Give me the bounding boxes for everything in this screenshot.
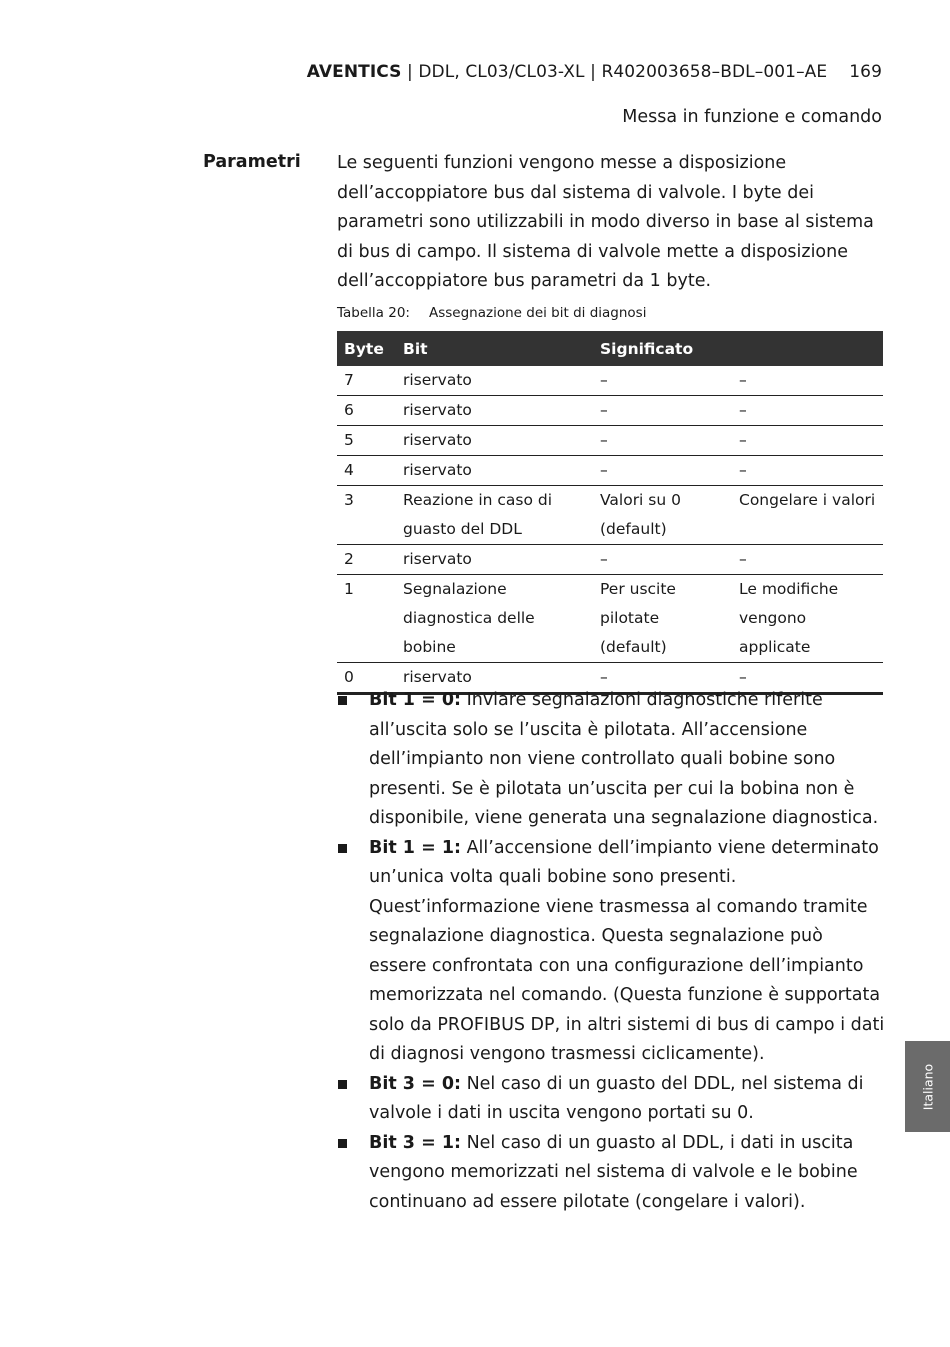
bullet-lead: Bit 3 = 0: [369, 1073, 461, 1094]
cell-value-a: – [593, 663, 732, 694]
cell-bit: riservato [396, 545, 593, 575]
header-bit: Bit [396, 331, 593, 366]
table-row [337, 545, 883, 575]
cell-bit: riservato [396, 366, 593, 396]
table-caption-label: Tabella 20: [337, 305, 410, 321]
square-bullet-icon [338, 844, 347, 853]
cell-value-a: – [593, 456, 732, 486]
cell-value-b: – [732, 663, 883, 694]
cell-value-a: Per uscite pilotate (default) [593, 575, 732, 663]
cell-value-a: – [593, 426, 732, 456]
list-item [337, 834, 885, 1070]
header-significato-2 [732, 331, 883, 366]
table-caption-text: Assegnazione dei bit di diagnosi [429, 305, 647, 321]
table-row [337, 426, 883, 456]
cell-byte: 1 [337, 575, 396, 663]
document-reference: | DDL, CL03/CL03-XL | R402003658–BDL–001–AE [401, 62, 828, 82]
cell-bit: riservato [396, 426, 593, 456]
cell-value-b: Le modifiche vengono applicate [732, 575, 883, 663]
section-title: Messa in funzione e comando [622, 107, 882, 127]
table-row [337, 456, 883, 486]
table-row [337, 366, 883, 396]
running-header [307, 62, 882, 82]
cell-value-b: – [732, 456, 883, 486]
cell-bit: riservato [396, 396, 593, 426]
bullet-lead: Bit 3 = 1: [369, 1132, 461, 1153]
cell-value-b: – [732, 426, 883, 456]
list-item [337, 686, 885, 834]
cell-value-a: Valori su 0 (default) [593, 486, 732, 545]
table-row [337, 396, 883, 426]
cell-value-a: – [593, 366, 732, 396]
page-number: 169 [849, 62, 882, 82]
bullet-lead: Bit 1 = 0: [369, 690, 461, 710]
cell-value-a: – [593, 396, 732, 426]
cell-byte: 5 [337, 426, 396, 456]
header-significato: Significato [593, 331, 732, 366]
language-tab [905, 1041, 950, 1132]
cell-value-b: – [732, 396, 883, 426]
cell-value-b: Congelare i valori [732, 486, 883, 545]
cell-byte: 0 [337, 663, 396, 694]
bullet-text: Nel caso di un guasto al DDL, i dati in uscita vengono memorizzati nel sistema di valvole e le bobine continuano ad essere pilotate (congelare i valori). [369, 1132, 858, 1212]
table-header-row [337, 331, 883, 366]
list-item [337, 1129, 885, 1218]
bullet-lead: Bit 1 = 1: [369, 837, 461, 858]
cell-byte: 2 [337, 545, 396, 575]
cell-value-a: – [593, 545, 732, 575]
bullet-text: Nel caso di un guasto del DDL, nel sistema di valvole i dati in uscita vengono portati su 0. [369, 1073, 864, 1123]
cell-bit: riservato [396, 456, 593, 486]
list-item [337, 1070, 885, 1129]
table-row [337, 575, 883, 663]
table-caption [337, 305, 646, 321]
bullet-text: Inviare segnalazioni diagnostiche riferite all’uscita solo se l’uscita è pilotata. All’accensione dell’impianto non viene controllato quali bobine sono presenti. Se è pilotata un’uscita per cui la bobina non è disponibile, viene generata una segnalazione diagnostica. [369, 690, 879, 828]
cell-value-b: – [732, 366, 883, 396]
diagnostic-bits-table [337, 331, 883, 695]
square-bullet-icon [338, 696, 347, 705]
brand-name: AVENTICS [306, 62, 402, 82]
cell-byte: 4 [337, 456, 396, 486]
intro-paragraph: Le seguenti funzioni vengono messe a disposizione dell’accoppiatore bus dal sistema di valvole. I byte dei parametri sono utilizzabili in modo diverso in base al sistema di bus di campo. Il sistema di valvole mette a disposizione dell’accoppiatore bus parametri da 1 byte. [337, 153, 874, 291]
square-bullet-icon [338, 1080, 347, 1089]
cell-bit: Reazione in caso di guasto del DDL [396, 486, 593, 545]
square-bullet-icon [338, 1139, 347, 1148]
cell-byte: 6 [337, 396, 396, 426]
table-row [337, 486, 883, 545]
cell-byte: 3 [337, 486, 396, 545]
header-byte: Byte [337, 331, 396, 366]
cell-byte: 7 [337, 366, 396, 396]
side-heading: Parametri [203, 152, 301, 172]
language-tab-label: Italiano [920, 1063, 935, 1110]
cell-bit: Segnalazione diagnostica delle bobine [396, 575, 593, 663]
bit-description-list [337, 686, 885, 1217]
bullet-text: All’accensione dell’impianto viene determinato un’unica volta quali bobine sono presenti. Quest’informazione viene trasmessa al comando tramite segnalazione diagnostica. Questa segnalazione può essere confrontata con una configurazione dell’impianto memorizzata nel comando. (Questa funzione è supportata solo da PROFIBUS DP, in altri sistemi di bus di campo i dati di diagnosi vengono trasmessi ciclicamente). [369, 837, 885, 1064]
cell-bit: riservato [396, 663, 593, 694]
cell-value-b: – [732, 545, 883, 575]
